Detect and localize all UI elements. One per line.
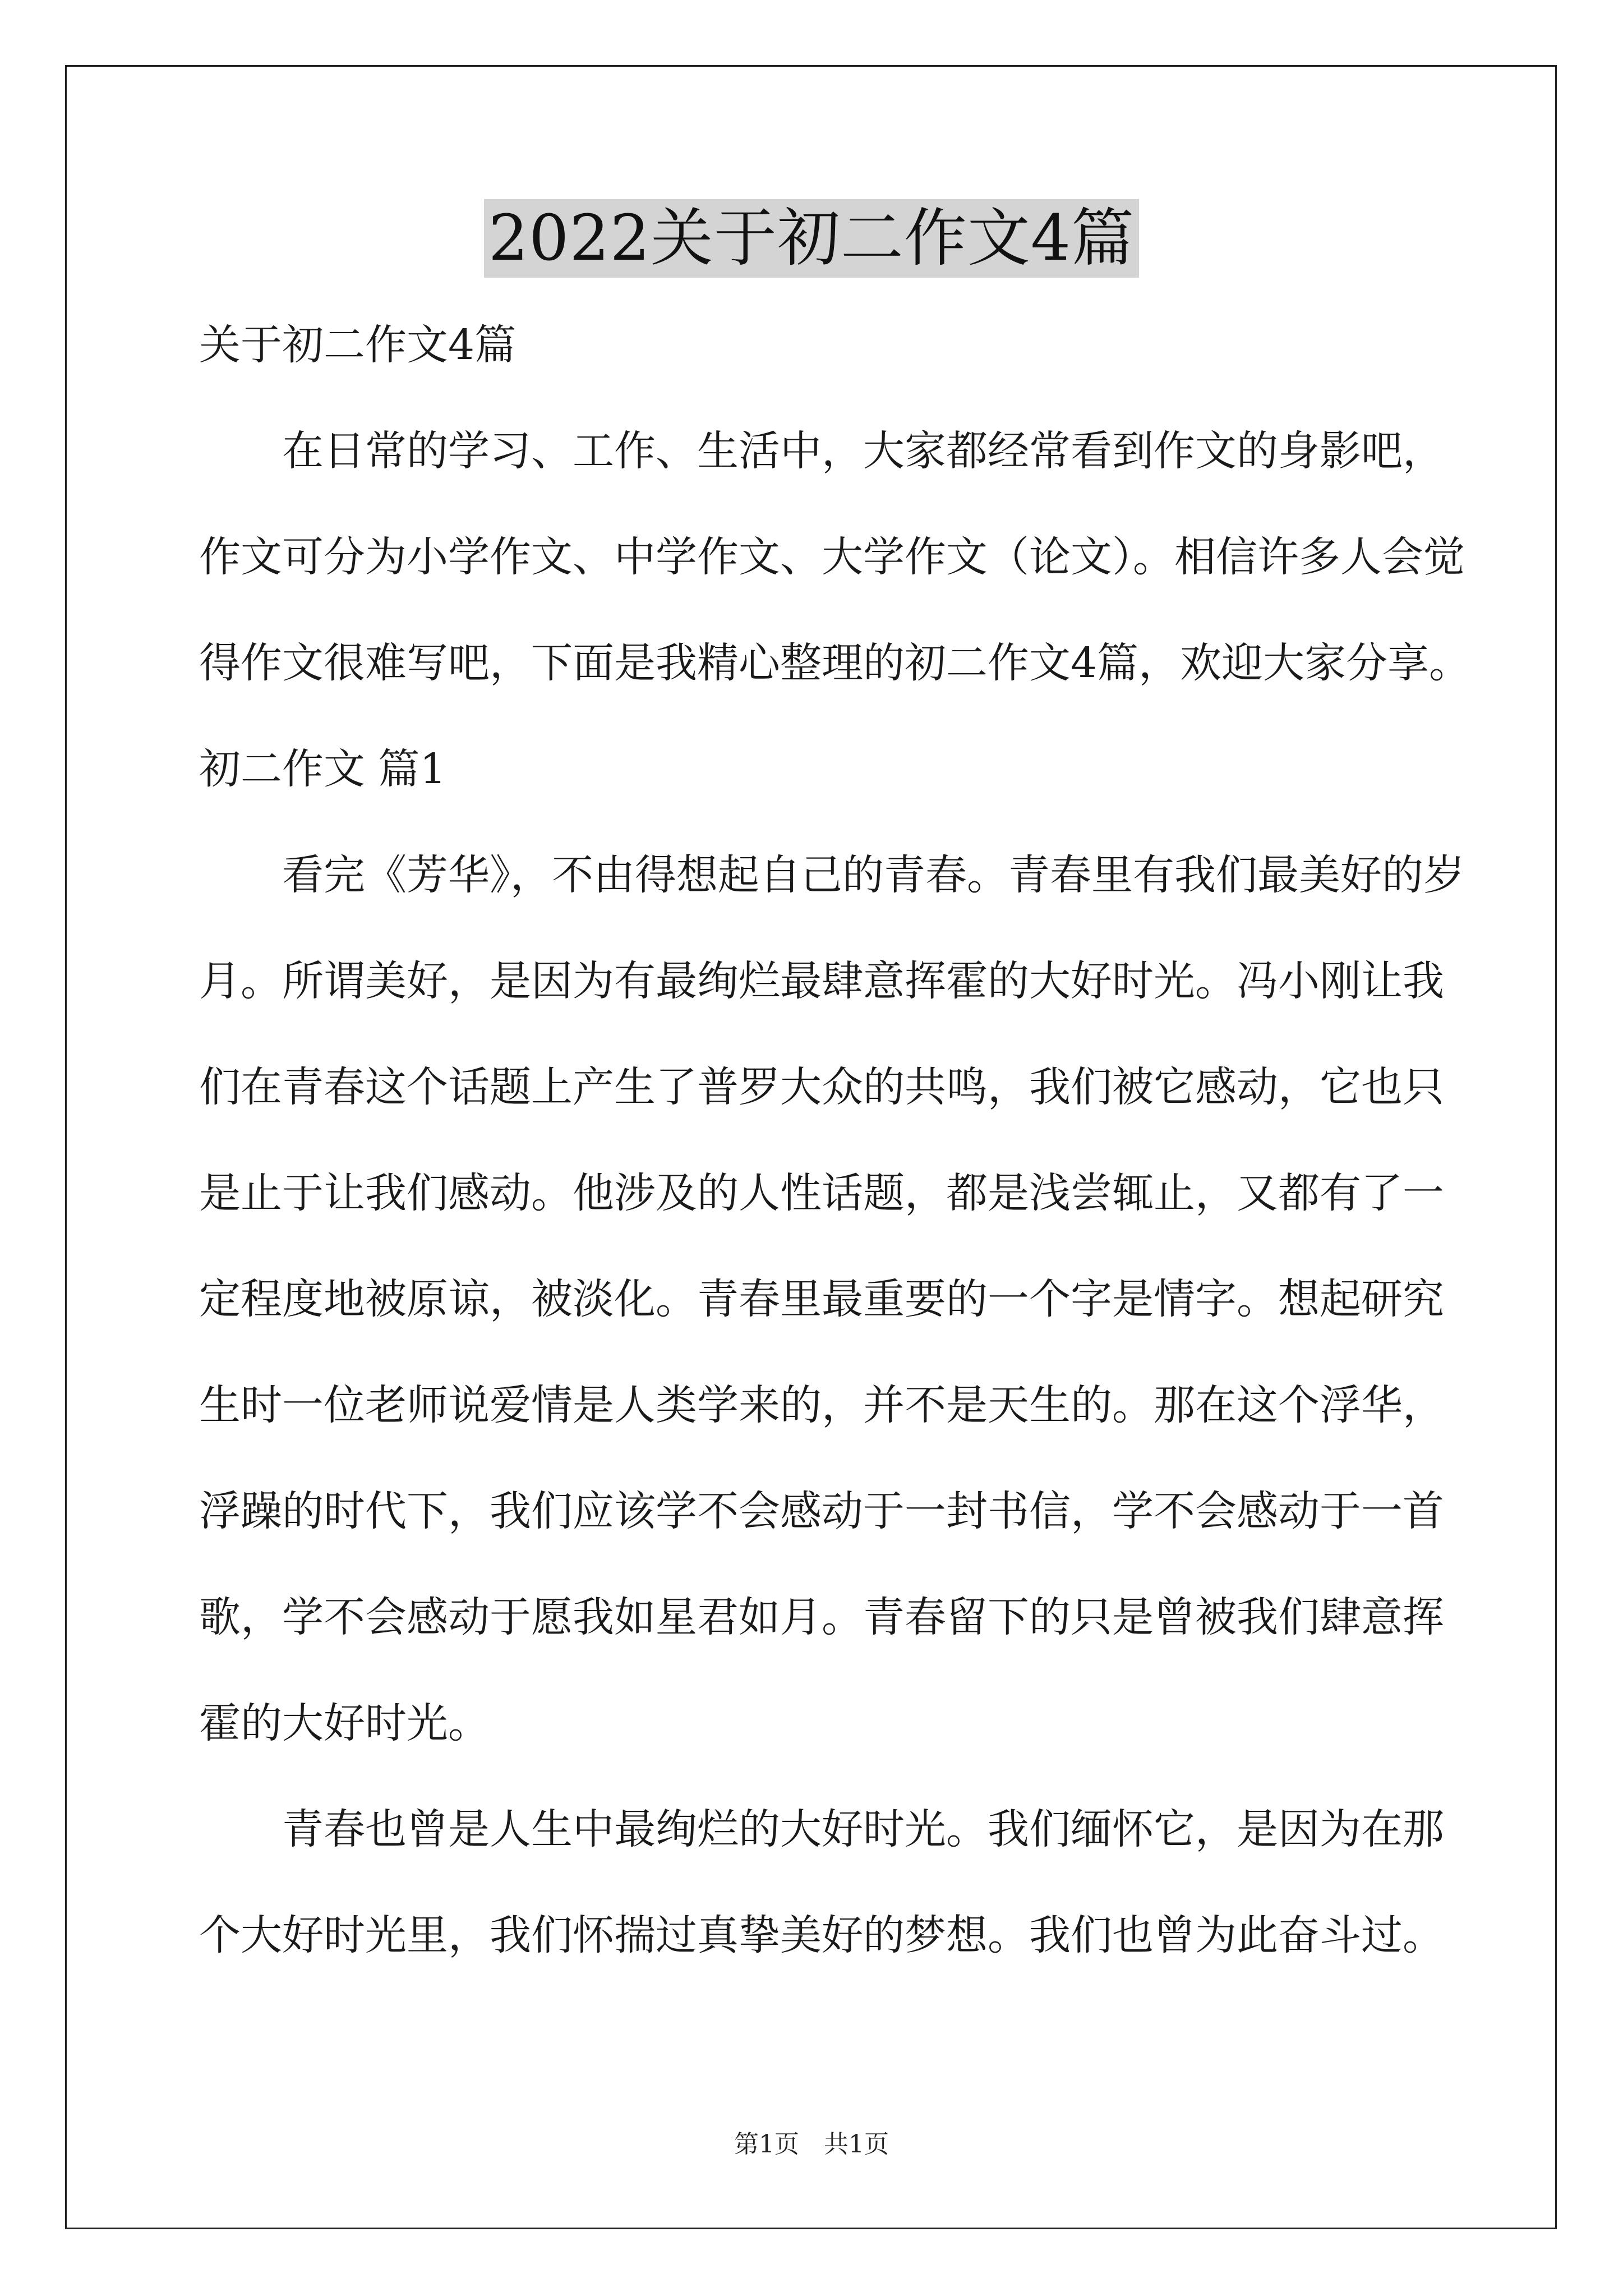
page-number: 第1页 <box>734 2130 799 2159</box>
paragraph-line: 得作文很难写吧，下面是我精心整理的初二作文4篇，欢迎大家分享。 <box>199 639 1471 687</box>
page-total: 共1页 <box>824 2130 889 2159</box>
subtitle-line: 关于初二作文4篇 <box>199 321 517 369</box>
title-container <box>0 199 1623 278</box>
paragraph-line: 作文可分为小学作文、中学作文、大学作文（论文）。相信许多人会觉 <box>199 533 1465 581</box>
paragraph-line: 歌，学不会感动于愿我如星君如月。青春留下的只是曾被我们肆意挥 <box>199 1593 1444 1641</box>
document-title: 2022关于初二作文4篇 <box>484 199 1139 278</box>
paragraph-line: 是止于让我们感动。他涉及的人性话题，都是浅尝辄止，又都有了一 <box>199 1169 1444 1217</box>
paragraph-line: 月。所谓美好，是因为有最绚烂最肆意挥霍的大好时光。冯小刚让我 <box>199 957 1444 1005</box>
section-heading: 初二作文 篇1 <box>199 745 446 793</box>
paragraph-line: 在日常的学习、工作、生活中，大家都经常看到作文的身影吧， <box>282 427 1444 475</box>
paragraph-line: 看完《芳华》，不由得想起自己的青春。青春里有我们最美好的岁 <box>282 851 1465 899</box>
paragraph-line: 定程度地被原谅，被淡化。青春里最重要的一个字是情字。想起研究 <box>199 1275 1444 1323</box>
document-body <box>199 311 1472 2008</box>
paragraph-line: 浮躁的时代下，我们应该学不会感动于一封书信，学不会感动于一首 <box>199 1487 1444 1535</box>
paragraph-line: 们在青春这个话题上产生了普罗大众的共鸣，我们被它感动，它也只 <box>199 1063 1444 1111</box>
page-footer <box>0 2128 1623 2161</box>
paragraph-line: 霍的大好时光。 <box>199 1699 490 1747</box>
paragraph-line: 青春也曾是人生中最绚烂的大好时光。我们缅怀它，是因为在那 <box>282 1805 1444 1853</box>
paragraph-line: 生时一位老师说爱情是人类学来的，并不是天生的。那在这个浮华， <box>199 1381 1444 1429</box>
paragraph-line: 个大好时光里，我们怀揣过真挚美好的梦想。我们也曾为此奋斗过。 <box>199 1911 1444 1959</box>
